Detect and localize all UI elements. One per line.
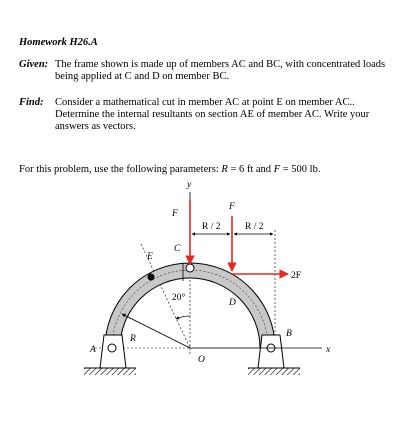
given-label: Given: — [19, 59, 49, 70]
angle-arc — [176, 316, 190, 319]
support-b — [248, 335, 300, 375]
label-r2-left: R / 2 — [202, 222, 221, 232]
find-label: Find: — [19, 97, 44, 108]
label-a: A — [90, 345, 96, 355]
label-d: D — [229, 298, 236, 308]
find-line-1: Consider a mathematical cut in member AC at point E on member AC.. — [55, 97, 355, 108]
label-y: y — [187, 180, 192, 190]
point-e — [148, 274, 155, 281]
label-r2-right: R / 2 — [245, 222, 264, 232]
find-line-3: answers as vectors. — [55, 121, 136, 132]
parameters-line: For this problem, use the following parameters: R = 6 ft and F = 500 lb. — [19, 164, 321, 175]
label-angle: 20° — [172, 293, 186, 303]
homework-title: Homework H26.A — [19, 37, 98, 48]
label-e: E — [147, 252, 153, 262]
pin-c — [186, 264, 194, 272]
find-line-2: Determine the internal resultants on section AE of member AC. Write your — [55, 109, 370, 120]
label-f-left: F — [172, 209, 178, 219]
given-line-1: The frame shown is made up of members AC and BC, with concentrated loads — [55, 59, 386, 70]
label-2f: 2F — [291, 271, 302, 281]
label-f-top: F — [229, 202, 235, 212]
label-b: B — [286, 329, 292, 339]
label-x: x — [326, 345, 331, 355]
label-o: O — [198, 355, 205, 365]
label-c: C — [174, 244, 181, 254]
label-r: R — [130, 334, 136, 344]
pin-a — [108, 344, 116, 352]
given-line-2: being applied at C and D on member BC. — [55, 71, 230, 82]
support-a — [84, 335, 136, 375]
